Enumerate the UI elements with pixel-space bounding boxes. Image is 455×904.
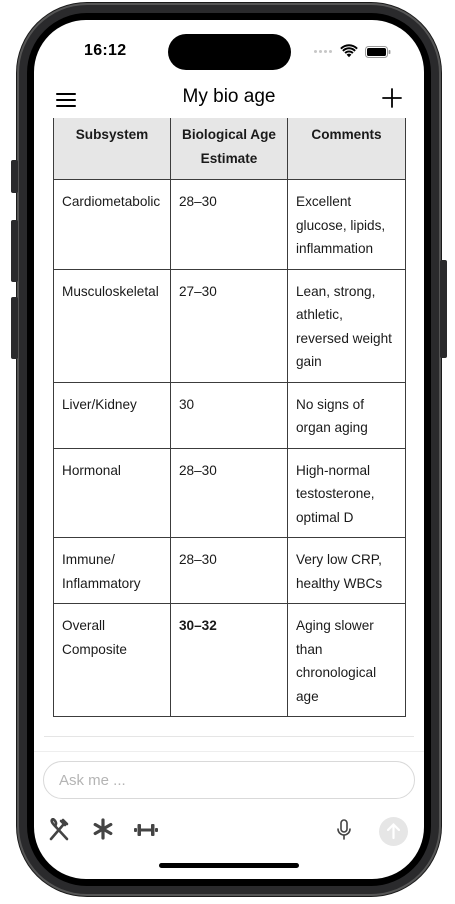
arrow-up-icon (379, 817, 408, 846)
action-button (11, 160, 18, 193)
cell-estimate: 28–30 (171, 538, 288, 604)
dynamic-island (168, 34, 291, 70)
cell-comments: High-normal testosterone, optimal D (288, 448, 406, 538)
cell-comments: Lean, strong, athletic, reversed weight gain (288, 269, 406, 382)
screen (34, 20, 424, 879)
cell-subsystem: Liver/Kidney (54, 382, 171, 448)
page-title: My bio age (182, 86, 276, 107)
power-button (440, 260, 447, 358)
table-row (54, 448, 406, 538)
battery-icon (365, 46, 391, 58)
status-time: 16:12 (84, 42, 127, 59)
table-row (54, 180, 406, 270)
input-divider (34, 751, 424, 752)
cell-comments: Very low CRP, healthy WBCs (288, 538, 406, 604)
cell-comments: No signs of organ aging (288, 382, 406, 448)
table-row (54, 538, 406, 604)
cell-estimate: 28–30 (171, 180, 288, 270)
volume-up-button (11, 220, 18, 282)
volume-down-button (11, 297, 18, 359)
microphone-icon[interactable] (336, 819, 352, 841)
table-header-row (54, 118, 406, 180)
ask-input[interactable] (43, 761, 415, 799)
cell-subsystem: Overall Composite (54, 604, 171, 717)
cellular-signal-icon (314, 50, 332, 53)
column-header-comments: Comments (288, 118, 406, 180)
cell-estimate: 28–30 (171, 448, 288, 538)
table-row (54, 382, 406, 448)
column-header-estimate: Biological Age Estimate (171, 118, 288, 180)
asterisk-icon[interactable] (92, 818, 114, 840)
cell-comments: Excellent glucose, lipids, inflammation (288, 180, 406, 270)
send-button[interactable] (379, 817, 408, 846)
cell-subsystem: Cardiometabolic (54, 180, 171, 270)
cell-comments: Aging slower than chronological age (288, 604, 406, 717)
column-header-subsystem: Subsystem (54, 118, 171, 180)
cell-subsystem: Musculoskeletal (54, 269, 171, 382)
fork-knife-icon[interactable] (47, 818, 71, 842)
table-row (54, 269, 406, 382)
cell-estimate: 27–30 (171, 269, 288, 382)
content-divider (44, 736, 414, 737)
plus-icon[interactable] (381, 87, 403, 109)
wifi-icon (340, 44, 358, 58)
cell-estimate: 30–32 (171, 604, 288, 717)
cell-subsystem: Immune/ Inflammatory (54, 538, 171, 604)
bio-age-table (53, 118, 406, 730)
home-indicator[interactable] (159, 863, 299, 868)
table-row (54, 604, 406, 717)
cell-estimate: 30 (171, 382, 288, 448)
cell-subsystem: Hormonal (54, 448, 171, 538)
dumbbell-icon[interactable] (134, 821, 158, 839)
